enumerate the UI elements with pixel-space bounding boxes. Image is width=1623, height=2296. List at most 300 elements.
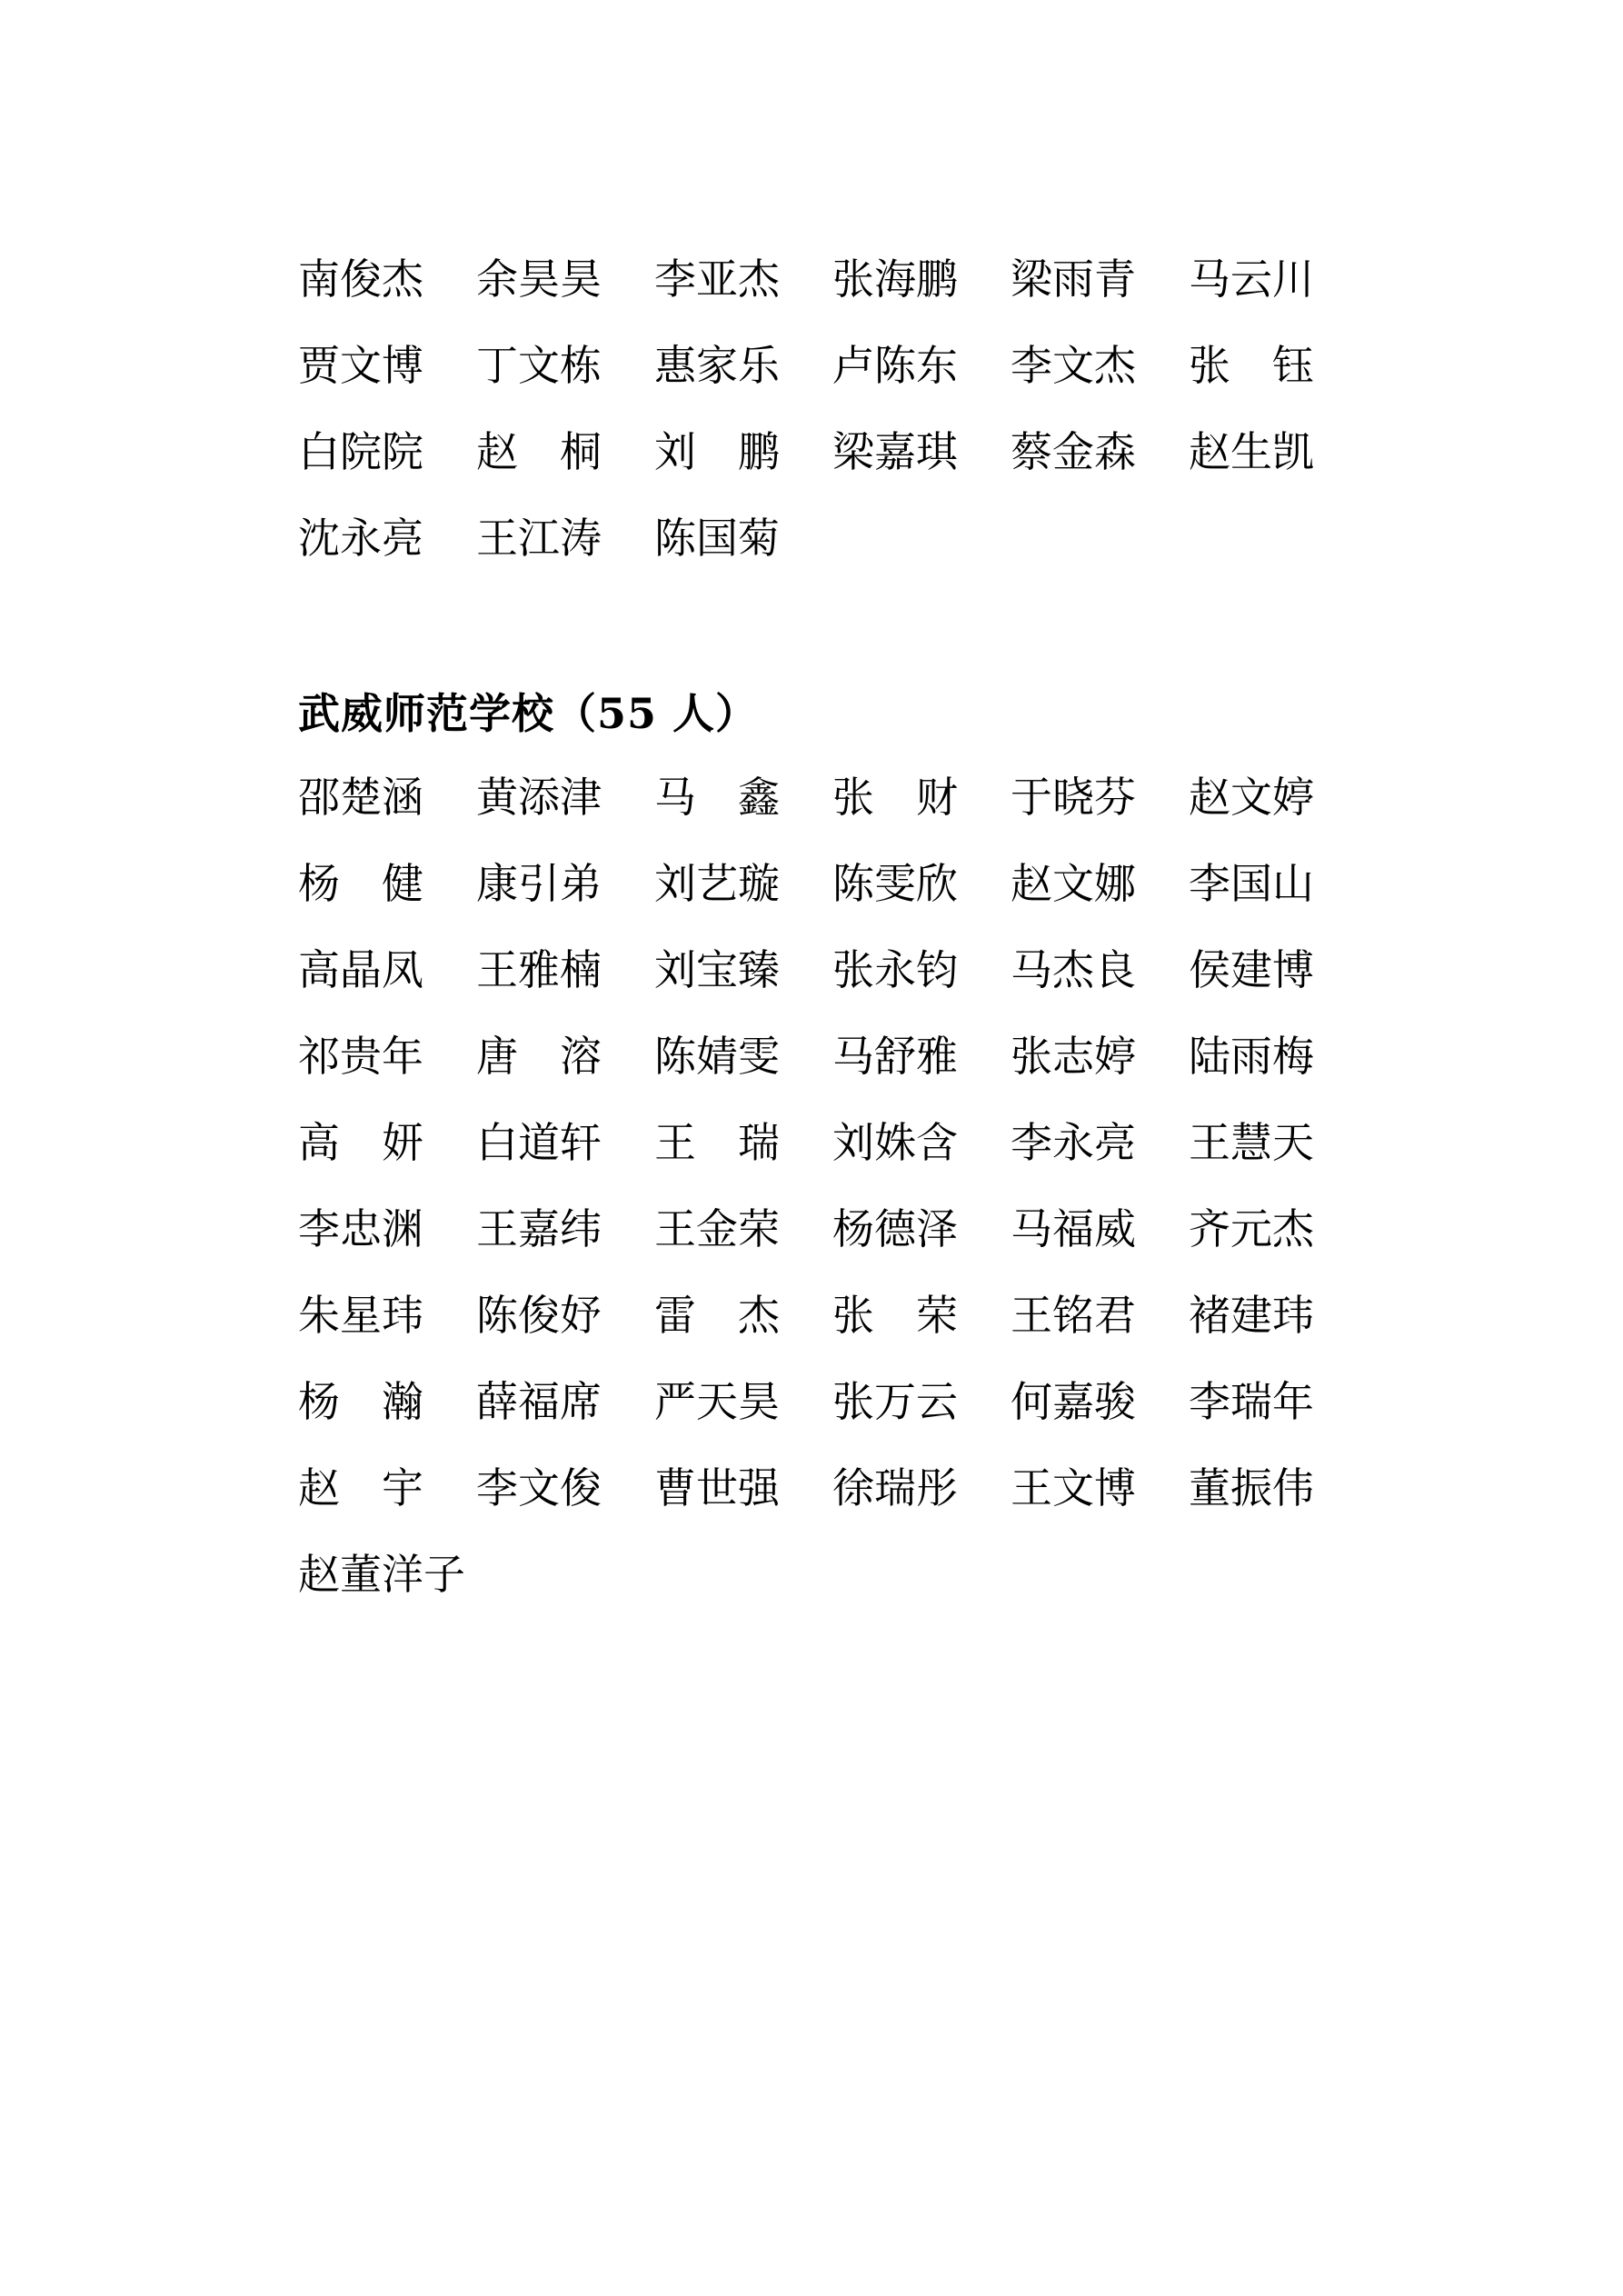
- person-name: [476, 1290, 602, 1340]
- name-char: 马: [1011, 944, 1052, 994]
- name-char: 德: [874, 1203, 916, 1253]
- name-char: 青: [1094, 254, 1136, 304]
- name-char: 雅: [916, 1031, 958, 1081]
- name-char: 涛: [560, 513, 602, 563]
- name-char: 唐: [476, 1031, 518, 1081]
- name-char: 瑞: [874, 1462, 916, 1512]
- name-char: 邵: [298, 772, 340, 822]
- name-char: 晶: [340, 944, 382, 994]
- name-row: [298, 1444, 1325, 1531]
- name-char: 添: [518, 772, 560, 822]
- name-char: 雯: [874, 858, 916, 908]
- person-name: [1189, 254, 1314, 304]
- name-char: 东: [916, 340, 958, 390]
- person-name: [832, 1203, 958, 1253]
- person-name: [1011, 944, 1136, 994]
- name-char: 欣: [916, 858, 958, 908]
- name-char: 陆: [1189, 1031, 1230, 1081]
- name-char: 杨: [298, 1376, 340, 1426]
- name-char: 梁: [832, 426, 874, 476]
- name-char: 李: [1011, 340, 1052, 390]
- person-name: [476, 944, 602, 994]
- name-char: 王: [654, 1117, 696, 1167]
- name-char: 丁: [476, 340, 518, 390]
- name-char: 天: [696, 1376, 738, 1426]
- name-char: 财: [916, 772, 958, 822]
- name-char: 昊: [518, 254, 560, 304]
- name-row: [298, 1531, 1325, 1617]
- person-name: [476, 1117, 602, 1167]
- person-name: [1011, 254, 1136, 304]
- name-char: 宝: [696, 944, 738, 994]
- name-char: 艺: [696, 858, 738, 908]
- continued-name-list: [298, 235, 1325, 581]
- name-char: 宇: [382, 1462, 423, 1512]
- name-char: 瑞: [738, 1117, 780, 1167]
- name-char: 生: [1230, 426, 1272, 476]
- name-char: 含: [916, 1117, 958, 1167]
- name-char: 李: [1011, 1117, 1052, 1167]
- name-char: 妤: [560, 1290, 602, 1340]
- person-name: [654, 1203, 780, 1253]
- name-char: 曹: [654, 1462, 696, 1512]
- name-char: 琪: [916, 426, 958, 476]
- name-row: [298, 926, 1325, 1013]
- name-char: 海: [874, 254, 916, 304]
- name-char: 刘: [832, 1117, 874, 1167]
- person-name: [1011, 1462, 1136, 1512]
- name-char: 于: [1011, 772, 1052, 822]
- name-char: 天: [1272, 1117, 1314, 1167]
- name-char: 贾: [298, 340, 340, 390]
- name-char: 陈: [654, 513, 696, 563]
- name-char: 博: [382, 340, 423, 390]
- name-char: 李: [476, 1462, 518, 1512]
- name-char: 妍: [382, 1117, 423, 1167]
- name-char: 洋: [382, 1549, 423, 1599]
- name-char: 赵: [1011, 858, 1052, 908]
- person-name: [1011, 1203, 1136, 1253]
- name-char: 惠: [654, 340, 696, 390]
- name-char: 院: [340, 426, 382, 476]
- name-char: 家: [696, 340, 738, 390]
- person-name: [654, 1031, 780, 1081]
- name-row: [298, 1013, 1325, 1099]
- name-char: 钧: [916, 944, 958, 994]
- person-name: [832, 426, 958, 476]
- person-name: [298, 513, 423, 563]
- person-name: [1189, 858, 1314, 908]
- name-char: 福: [518, 1376, 560, 1426]
- name-row: [298, 1099, 1325, 1185]
- name-char: 嘉: [874, 426, 916, 476]
- name-char: 刘: [654, 944, 696, 994]
- name-char: 玮: [382, 1290, 423, 1340]
- name-char: 娜: [1094, 858, 1136, 908]
- name-char: 陈: [874, 340, 916, 390]
- person-name: [476, 1031, 602, 1081]
- name-char: 薛: [476, 1376, 518, 1426]
- name-char: 余: [476, 254, 518, 304]
- name-row: [298, 235, 1325, 322]
- section-heading-row: [298, 667, 1325, 754]
- person-name: [1189, 1290, 1314, 1340]
- name-char: 引: [518, 858, 560, 908]
- name-char: 王: [476, 513, 518, 563]
- person-name: [654, 944, 780, 994]
- person-name: [832, 340, 958, 390]
- name-char: 高: [298, 944, 340, 994]
- name-char: 张: [832, 254, 874, 304]
- name-char: 川: [1272, 254, 1314, 304]
- school-name-list: [298, 754, 1325, 1617]
- person-name: [476, 1376, 602, 1426]
- name-char: 福: [1052, 1203, 1094, 1253]
- name-char: 鹏: [738, 426, 780, 476]
- name-char: 山: [1272, 858, 1314, 908]
- name-char: 李: [298, 1203, 340, 1253]
- name-char: 院: [382, 426, 423, 476]
- person-name: [832, 858, 958, 908]
- person-name: [298, 1290, 423, 1340]
- name-char: 昊: [738, 1376, 780, 1426]
- name-char: 威: [1094, 1203, 1136, 1253]
- name-char: 张: [1011, 1031, 1052, 1081]
- person-name: [298, 340, 423, 390]
- person-name: [1011, 1117, 1136, 1167]
- name-row: [298, 408, 1325, 494]
- person-name: [476, 772, 602, 822]
- name-char: 杰: [1094, 340, 1136, 390]
- name-char: 董: [340, 1549, 382, 1599]
- person-name: [298, 1462, 423, 1512]
- section-heading: 武威师范学校（55 人）: [298, 688, 759, 738]
- name-char: 瀚: [382, 1376, 423, 1426]
- name-char: 赵: [476, 426, 518, 476]
- person-name: [832, 1376, 958, 1426]
- person-name: [1011, 1290, 1136, 1340]
- name-char: 涵: [382, 772, 423, 822]
- person-name: [832, 944, 958, 994]
- name-char: 云: [1230, 254, 1272, 304]
- person-name: [654, 858, 780, 908]
- name-char: 国: [696, 513, 738, 563]
- name-char: 黄: [476, 772, 518, 822]
- person-name: [654, 426, 780, 476]
- name-char: 杰: [738, 254, 780, 304]
- person-name: [1189, 1376, 1314, 1426]
- name-char: 康: [476, 858, 518, 908]
- name-char: 马: [1189, 254, 1230, 304]
- name-char: 王: [1011, 1290, 1052, 1340]
- name-char: 王: [654, 1203, 696, 1253]
- name-char: 玮: [1272, 1290, 1314, 1340]
- name-char: 云: [916, 1376, 958, 1426]
- person-name: [1011, 1031, 1136, 1081]
- name-char: 王: [476, 1203, 518, 1253]
- name-char: 王: [1189, 1117, 1230, 1167]
- name-char: 臻: [738, 944, 780, 994]
- name-char: 董: [1189, 1462, 1230, 1512]
- name-char: 君: [1094, 1290, 1136, 1340]
- name-char: 万: [874, 1376, 916, 1426]
- person-name: [298, 1376, 423, 1426]
- person-name: [832, 1031, 958, 1081]
- name-row: [298, 322, 1325, 408]
- name-row: [298, 754, 1325, 840]
- person-name: [832, 772, 958, 822]
- name-char: 梅: [1272, 1031, 1314, 1081]
- name-char: 亮: [1094, 1117, 1136, 1167]
- person-name: [1189, 1462, 1314, 1512]
- person-name: [1189, 340, 1314, 390]
- name-char: 楚: [340, 772, 382, 822]
- name-row: [298, 1272, 1325, 1358]
- name-char: 振: [1230, 1462, 1272, 1512]
- name-char: 鹏: [916, 254, 958, 304]
- name-char: 强: [738, 1462, 780, 1512]
- name-char: 森: [1094, 426, 1136, 476]
- person-name: [1011, 426, 1136, 476]
- person-name: [298, 772, 423, 822]
- name-char: 陈: [476, 1290, 518, 1340]
- blank-line: [298, 581, 1325, 667]
- person-name: [298, 858, 423, 908]
- name-char: 白: [476, 1117, 518, 1167]
- name-char: 嘉: [518, 1203, 560, 1253]
- name-char: 文: [518, 340, 560, 390]
- name-char: 文: [518, 1462, 560, 1512]
- name-row: [298, 1358, 1325, 1444]
- name-char: 李: [1189, 858, 1230, 908]
- name-char: 婧: [696, 1031, 738, 1081]
- name-char: 荣: [916, 1290, 958, 1340]
- name-char: 金: [696, 1203, 738, 1253]
- person-name: [476, 1462, 602, 1512]
- person-name: [1189, 1203, 1314, 1253]
- person-name: [1189, 1117, 1314, 1167]
- name-char: 道: [518, 1117, 560, 1167]
- person-name: [476, 1203, 602, 1253]
- person-name: [832, 1290, 958, 1340]
- name-char: 马: [1011, 1203, 1052, 1253]
- person-name: [1189, 772, 1314, 822]
- name-char: 雨: [1230, 1031, 1272, 1081]
- name-char: 弟: [560, 858, 602, 908]
- name-char: 齐: [1189, 1203, 1230, 1253]
- person-name: [832, 1462, 958, 1512]
- person-name: [1011, 772, 1136, 822]
- person-name: [298, 1203, 423, 1253]
- name-char: 白: [298, 426, 340, 476]
- name-char: 祁: [298, 1031, 340, 1081]
- name-char: 马: [654, 772, 696, 822]
- name-char: 晓: [1052, 772, 1094, 822]
- name-char: 永: [340, 513, 382, 563]
- person-name: [1011, 1376, 1136, 1426]
- person-name: [1189, 1031, 1314, 1081]
- name-char: 璇: [738, 858, 780, 908]
- name-char: 文: [340, 340, 382, 390]
- name-char: 赵: [1189, 426, 1230, 476]
- name-char: 李: [654, 254, 696, 304]
- person-name: [298, 944, 423, 994]
- name-char: 卢: [832, 340, 874, 390]
- name-char: 刘: [654, 426, 696, 476]
- name-char: 王: [476, 944, 518, 994]
- name-char: 杨: [298, 858, 340, 908]
- person-name: [476, 426, 602, 476]
- name-char: 李: [1189, 1376, 1230, 1426]
- name-char: 彤: [916, 1462, 958, 1512]
- name-char: 瑞: [1230, 1376, 1272, 1426]
- name-char: 江: [518, 513, 560, 563]
- name-char: 昊: [560, 254, 602, 304]
- name-char: 凤: [382, 944, 423, 994]
- name-char: 金: [1052, 426, 1094, 476]
- name-char: 亮: [382, 513, 423, 563]
- name-char: 严: [654, 1376, 696, 1426]
- name-char: 姝: [874, 1117, 916, 1167]
- name-char: 侯: [1189, 944, 1230, 994]
- name-char: 王: [1011, 1462, 1052, 1512]
- person-name: [654, 1376, 780, 1426]
- name-char: 蔡: [1011, 426, 1052, 476]
- name-char: 刘: [654, 858, 696, 908]
- person-name: [298, 1031, 423, 1081]
- name-char: 芬: [1094, 772, 1136, 822]
- person-name: [654, 772, 780, 822]
- person-name: [1189, 426, 1314, 476]
- name-char: 赵: [298, 1462, 340, 1512]
- name-char: 赵: [298, 1549, 340, 1599]
- person-name: [1011, 858, 1136, 908]
- person-name: [654, 340, 780, 390]
- name-char: 铭: [1052, 1290, 1094, 1340]
- name-char: 永: [874, 944, 916, 994]
- name-char: 雅: [518, 944, 560, 994]
- name-char: 文: [1052, 340, 1094, 390]
- name-char: 菊: [738, 513, 780, 563]
- person-name: [298, 426, 423, 476]
- name-char: 凯: [1272, 426, 1314, 476]
- person-name: [476, 340, 602, 390]
- name-char: 渊: [382, 1203, 423, 1253]
- name-char: 嘉: [1052, 1376, 1094, 1426]
- person-name: [1189, 944, 1314, 994]
- name-char: 舒: [874, 1031, 916, 1081]
- person-name: [654, 254, 780, 304]
- name-char: 溶: [560, 1031, 602, 1081]
- name-char: 杰: [382, 254, 423, 304]
- person-name: [476, 513, 602, 563]
- name-char: 俊: [518, 1290, 560, 1340]
- name-char: 楠: [560, 944, 602, 994]
- name-char: 骏: [1094, 1376, 1136, 1426]
- name-char: 张: [832, 1376, 874, 1426]
- name-char: 慧: [1230, 1117, 1272, 1167]
- name-char: 建: [1230, 1290, 1272, 1340]
- name-char: 马: [832, 1031, 874, 1081]
- person-name: [298, 1117, 423, 1167]
- name-char: 博: [1094, 1462, 1136, 1512]
- name-char: 杨: [832, 1203, 874, 1253]
- name-char: 年: [1272, 1376, 1314, 1426]
- name-char: 桐: [560, 426, 602, 476]
- name-char: 赵: [1189, 772, 1230, 822]
- person-name: [298, 254, 423, 304]
- name-char: 伟: [1272, 1462, 1314, 1512]
- name-char: 何: [1011, 1376, 1052, 1426]
- name-char: 沈: [298, 513, 340, 563]
- name-char: 雷: [654, 1290, 696, 1340]
- name-char: 婷: [1094, 1031, 1136, 1081]
- name-char: 国: [1230, 858, 1272, 908]
- name-char: 文: [1052, 1462, 1094, 1512]
- person-name: [1011, 340, 1136, 390]
- name-char: 杰: [1052, 944, 1094, 994]
- name-char: 荣: [738, 1203, 780, 1253]
- name-char: 忠: [340, 1203, 382, 1253]
- name-char: 永: [1052, 1117, 1094, 1167]
- name-char: 贵: [340, 1031, 382, 1081]
- name-char: 钰: [1272, 340, 1314, 390]
- person-name: [654, 1462, 780, 1512]
- name-char: 志: [1052, 1031, 1094, 1081]
- person-name: [476, 858, 602, 908]
- name-char: 陈: [832, 858, 874, 908]
- person-name: [832, 254, 958, 304]
- name-char: 席: [560, 1376, 602, 1426]
- person-name: [832, 1117, 958, 1167]
- name-char: 婷: [1272, 772, 1314, 822]
- name-char: 博: [1272, 944, 1314, 994]
- name-char: 健: [382, 858, 423, 908]
- person-name: [654, 1290, 780, 1340]
- name-char: 良: [1094, 944, 1136, 994]
- name-char: 南: [298, 254, 340, 304]
- name-char: 高: [298, 1117, 340, 1167]
- name-char: 轩: [560, 1117, 602, 1167]
- name-char: 文: [1230, 772, 1272, 822]
- name-row: [298, 494, 1325, 581]
- name-char: 梁: [1011, 254, 1052, 304]
- name-char: 徐: [832, 1462, 874, 1512]
- person-name: [654, 1117, 780, 1167]
- name-char: 褚: [1189, 1290, 1230, 1340]
- name-char: 星: [340, 1290, 382, 1340]
- person-name: [654, 513, 780, 563]
- name-char: 栋: [560, 340, 602, 390]
- name-char: 文: [1052, 858, 1094, 908]
- name-char: 亚: [696, 254, 738, 304]
- name-char: 纬: [560, 1203, 602, 1253]
- name-char: 乐: [738, 340, 780, 390]
- name-char: 子: [423, 1549, 465, 1599]
- name-row: [298, 1185, 1325, 1272]
- name-char: 建: [1230, 944, 1272, 994]
- name-char: 津: [560, 772, 602, 822]
- name-char: 杰: [1272, 1203, 1314, 1253]
- name-char: 张: [832, 944, 874, 994]
- name-char: 元: [1230, 1203, 1272, 1253]
- name-char: 张: [832, 1290, 874, 1340]
- name-row: [298, 840, 1325, 926]
- name-char: 泽: [916, 1203, 958, 1253]
- name-char: 陈: [654, 1031, 696, 1081]
- name-char: 鑫: [738, 772, 780, 822]
- name-char: 俊: [560, 1462, 602, 1512]
